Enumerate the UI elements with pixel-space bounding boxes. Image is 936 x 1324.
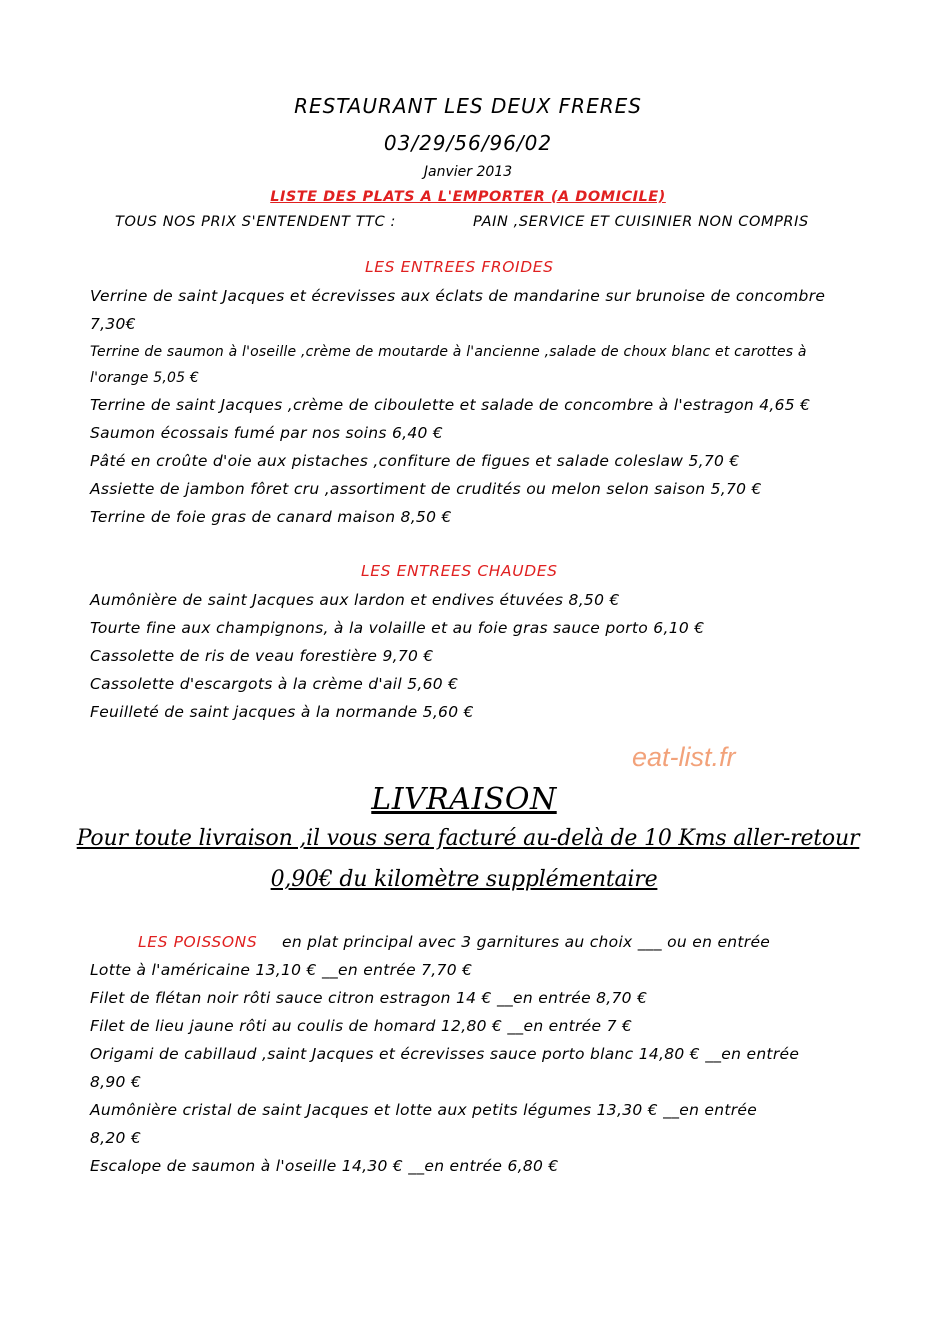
livraison-note-line1: Pour toute livraison ,il vous sera facturé au-delà de 10 Kms aller-retour [76,826,860,851]
poissons-intro: en plat principal avec 3 garnitures au choix ___ ou en entrée [282,933,771,951]
menu-item: Terrine de saumon à l'oseille ,crème de moutarde à l'ancienne ,salade de choux blanc et carottes à [90,344,807,360]
menu-item-continued: 8,90 € [90,1073,142,1091]
menu-item: Saumon écossais fumé par nos soins 6,40 € [90,424,444,442]
prices-note-right: PAIN ,SERVICE ET CUISINIER NON COMPRIS [473,214,809,230]
menu-item: Tourte fine aux champignons, à la volaille et au foie gras sauce porto 6,10 € [90,619,705,637]
menu-item: Terrine de foie gras de canard maison 8,50 € [90,508,452,526]
menu-date: Janvier 2013 [423,164,513,180]
menu-subtitle: LISTE DES PLATS A L'EMPORTER (A DOMICILE) [270,189,666,205]
menu-item: Filet de lieu jaune rôti au coulis de homard 12,80 € __en entrée 7 € [90,1017,633,1035]
livraison-note-line2: 0,90€ du kilomètre supplémentaire [270,867,658,892]
menu-item: Cassolette de ris de veau forestière 9,70 € [90,647,434,665]
livraison-title: LIVRAISON [371,782,557,817]
prices-note-left: TOUS NOS PRIX S'ENTENDENT TTC : [115,214,397,230]
menu-item: Aumônière de saint Jacques aux lardon et endives étuvées 8,50 € [90,591,620,609]
menu-item: Assiette de jambon fôret cru ,assortiment de crudités ou melon selon saison 5,70 € [90,480,762,498]
restaurant-name: RESTAURANT LES DEUX FRERES [294,94,642,118]
section-title-poissons: LES POISSONS [138,933,258,951]
menu-item: Pâté en croûte d'oie aux pistaches ,confiture de figues et salade coleslaw 5,70 € [90,452,740,470]
menu-item: Filet de flétan noir rôti sauce citron estragon 14 € __en entrée 8,70 € [90,989,648,1007]
menu-item: Origami de cabillaud ,saint Jacques et écrevisses sauce porto blanc 14,80 € __en entrée [90,1045,800,1063]
menu-item-price: 7,30€ [90,315,136,333]
menu-item: Aumônière cristal de saint Jacques et lotte aux petits légumes 13,30 € __en entrée [90,1101,758,1119]
watermark: eat-list.fr [632,742,736,772]
menu-item: Verrine de saint Jacques et écrevisses aux éclats de mandarine sur brunoise de concombre [90,287,826,305]
menu-item: Terrine de saint Jacques ,crème de ciboulette et salade de concombre à l'estragon 4,65 € [90,396,811,414]
phone-number: 03/29/56/96/02 [383,131,553,155]
section-title-entrees-chaudes: LES ENTREES CHAUDES [361,562,558,580]
menu-item: Lotte à l'américaine 13,10 € __en entrée 7,70 € [90,961,473,979]
menu-item-continued: 8,20 € [90,1129,142,1147]
section-title-entrees-froides: LES ENTREES FROIDES [365,258,554,276]
menu-item: Escalope de saumon à l'oseille 14,30 € __en entrée 6,80 € [90,1157,559,1175]
menu-item: Feuilleté de saint jacques à la normande 5,60 € [90,703,474,721]
menu-item: Cassolette d'escargots à la crème d'ail 5,60 € [90,675,459,693]
menu-item-continued: l'orange 5,05 € [90,370,199,386]
